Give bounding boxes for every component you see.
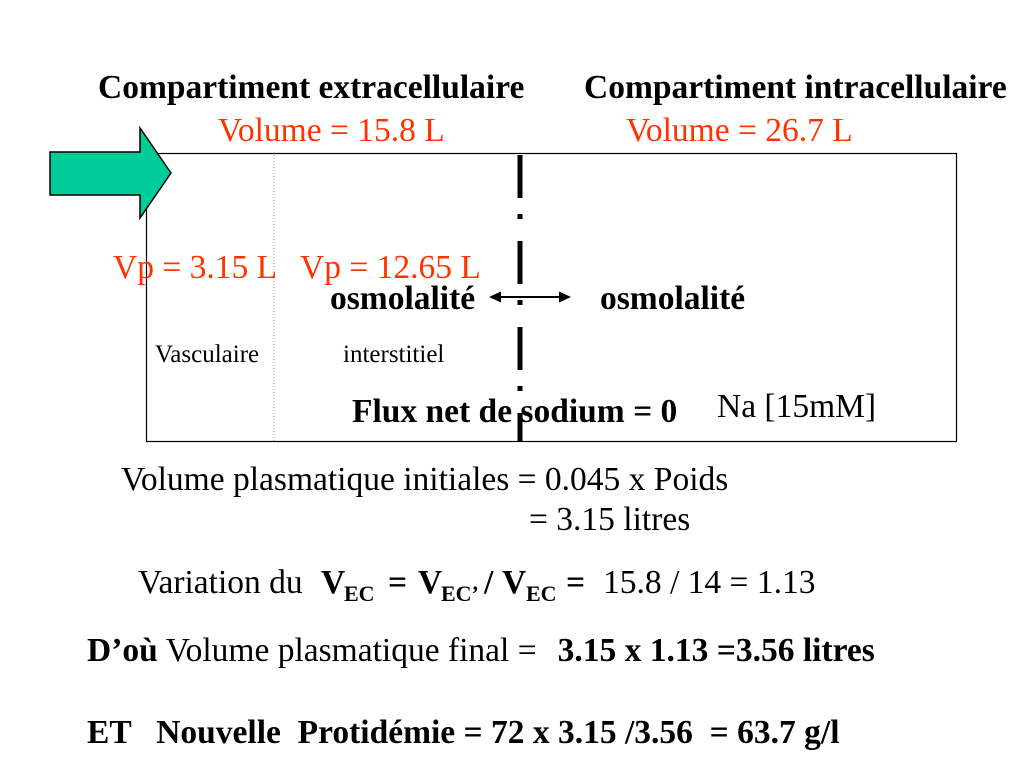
intracellular-volume: Volume = 26.7 L: [626, 112, 853, 149]
initial-volume-result: = 3.15 litres: [529, 501, 691, 538]
osmolality-exchange-arrow: [489, 292, 571, 303]
variation-v2: V: [418, 564, 443, 601]
inflow-arrow: [50, 128, 171, 218]
final-volume-label: Volume plasmatique final =: [165, 632, 537, 669]
variation-result: 15.8 / 14 = 1.13: [603, 564, 816, 601]
interstitial-volume: Vp = 12.65 L: [300, 249, 481, 286]
final-volume-result: 3.15 x 1.13 =3.56 litres: [557, 632, 875, 669]
final-volume-line: [87, 634, 875, 668]
sodium-flux-label: Flux net de sodium = 0: [352, 393, 678, 430]
interstitial-label: interstitiel: [343, 341, 445, 368]
variation-equals-2: =: [566, 564, 586, 601]
variation-v1-subscript: EC: [344, 581, 375, 606]
protidemia-result: ET Nouvelle Protidémie = 72 x 3.15 /3.56 = 63.7 g/l: [87, 714, 840, 751]
variation-v3-subscript: EC: [526, 581, 557, 606]
final-volume-lead: D’où: [87, 632, 158, 669]
variation-v2-subscript: EC’: [441, 581, 479, 606]
vascular-volume: Vp = 3.15 L: [113, 249, 278, 286]
variation-prefix: Variation du: [138, 564, 303, 601]
initial-volume-formula: Volume plasmatique initiales = 0.045 x Poids: [121, 461, 729, 498]
osmolality-extracellular-label: osmolalité: [330, 280, 476, 317]
variation-slash: /: [484, 564, 494, 601]
variation-v3: V: [502, 564, 527, 601]
variation-equals-1: =: [388, 564, 408, 601]
variation-v1: V: [321, 564, 346, 601]
extracellular-volume: Volume = 15.8 L: [218, 112, 445, 149]
intracellular-title: Compartiment intracellulaire: [584, 69, 1007, 106]
extracellular-title: Compartiment extracellulaire: [98, 69, 525, 106]
vascular-label: Vasculaire: [155, 341, 260, 368]
osmolality-intracellular-label: osmolalité: [600, 280, 746, 317]
sodium-concentration-label: Na [15mM]: [717, 388, 877, 425]
